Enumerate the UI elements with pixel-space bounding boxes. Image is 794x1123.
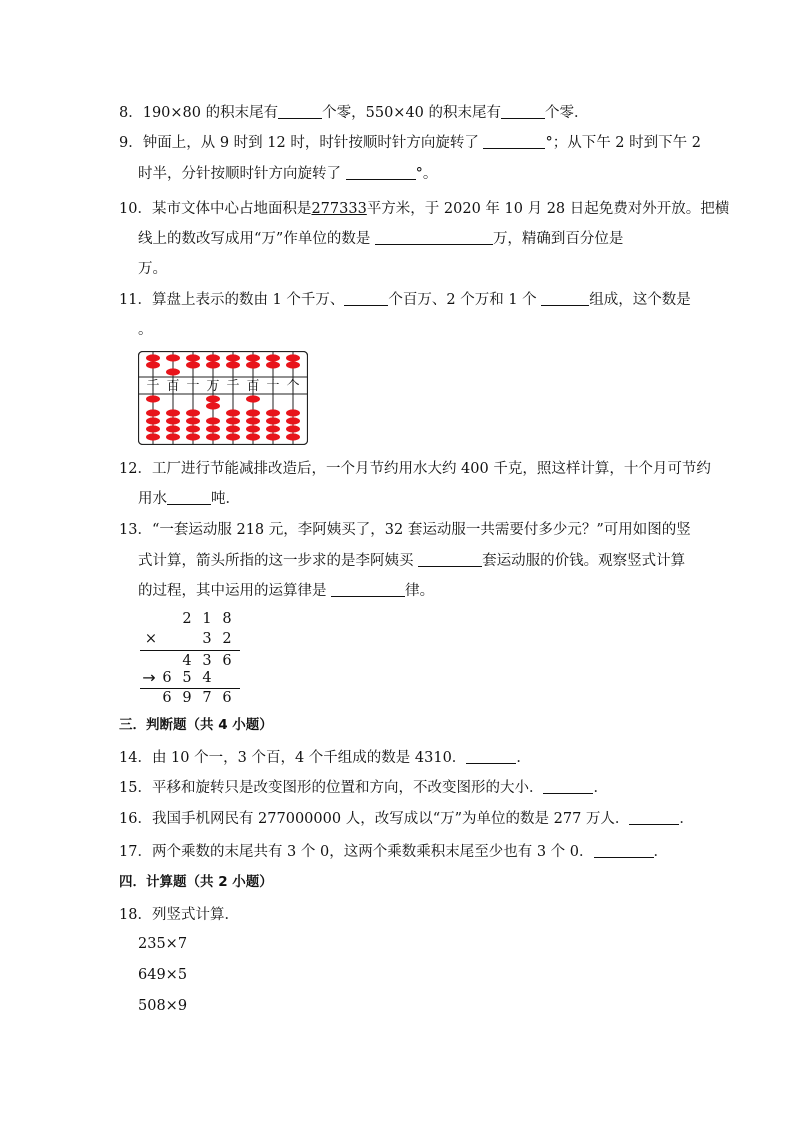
abacus-bead	[146, 409, 160, 416]
question-12-cont	[138, 489, 240, 509]
question-8	[119, 103, 589, 123]
abacus-bead	[186, 425, 200, 432]
q14-blank[interactable]	[466, 749, 516, 764]
question-10-cont	[138, 229, 623, 249]
question-13-cont-2	[138, 581, 434, 601]
vm-digit: 6	[162, 670, 172, 686]
vm-digit: 6	[222, 690, 232, 706]
question-12	[119, 459, 711, 479]
question-11	[119, 290, 691, 310]
question-13-cont	[138, 551, 685, 571]
abacus-bead	[286, 417, 300, 424]
q11-text-a: 11．算盘上表示的数由 1 个千万、	[119, 292, 345, 308]
vm-digit: 2	[182, 611, 192, 627]
question-10-cont-2	[138, 259, 167, 279]
abacus-place-label: 万	[206, 379, 220, 394]
abacus-bead	[266, 409, 280, 416]
vm-digit: 7	[202, 690, 212, 706]
abacus-place-label: 十	[266, 379, 280, 394]
q11-text-b: 个百万、2 个万和 1 个	[388, 292, 537, 308]
abacus-bead	[146, 361, 160, 368]
abacus-bead	[166, 425, 180, 432]
abacus-bead	[166, 409, 180, 416]
abacus-bead	[246, 433, 260, 440]
q14-text-b: ．	[516, 750, 531, 766]
q13-text-c: 套运动服的价钱。观察竖式计算	[482, 553, 686, 569]
multiply-sign: ×	[144, 631, 158, 647]
vm-digit: 8	[222, 611, 232, 627]
question-16	[119, 809, 694, 829]
vm-digit: 3	[202, 631, 212, 647]
abacus-bead	[286, 433, 300, 440]
abacus-place-label: 个	[286, 379, 300, 394]
section-3-heading: 三．判断题（共 4 小题）	[119, 717, 273, 733]
abacus-bead	[166, 433, 180, 440]
q10-text-d: 万，精确到百分位是	[492, 231, 624, 247]
abacus-bead	[206, 417, 220, 424]
abacus-bead	[166, 368, 180, 375]
abacus-bead	[206, 402, 220, 409]
abacus-bead	[246, 395, 260, 402]
abacus-bead	[206, 425, 220, 432]
q8-text-b: 个零，550×40 的积末尾有	[322, 105, 502, 121]
vm-digit: 5	[182, 670, 192, 686]
q9-text-b: °；从下午 2 时到下午 2	[545, 135, 701, 151]
abacus-bead	[226, 433, 240, 440]
abacus-bead	[286, 425, 300, 432]
abacus-bead	[246, 361, 260, 368]
abacus-bead	[146, 354, 160, 361]
q8-text-a: 8．190×80 的积末尾有	[119, 105, 279, 121]
abacus-bead	[286, 409, 300, 416]
q13-blank-2[interactable]	[331, 582, 405, 597]
abacus-bead	[286, 361, 300, 368]
question-11-cont	[138, 320, 153, 340]
abacus-bead	[266, 425, 280, 432]
abacus-bead	[226, 417, 240, 424]
q14-text-a: 14．由 10 个一，3 个百，4 个千组成的数是 4310．	[119, 750, 467, 766]
abacus-bead	[206, 395, 220, 402]
abacus-bead	[146, 425, 160, 432]
q11-text-c: 组成，这个数是	[589, 292, 691, 308]
abacus-bead	[146, 417, 160, 424]
q13-text-b: 式计算，箭头所指的这一步求的是李阿姨买	[138, 553, 414, 569]
q18-item-3: 508×9	[138, 998, 188, 1014]
q15-blank[interactable]	[543, 779, 593, 794]
question-15	[119, 778, 608, 798]
q12-text-c: 吨．	[211, 491, 240, 507]
q9-blank-1[interactable]	[483, 134, 545, 149]
q11-blank-2[interactable]	[541, 291, 589, 306]
abacus-bead	[226, 361, 240, 368]
question-18	[119, 905, 239, 925]
vm-digit: 3	[202, 653, 212, 669]
q9-text-a: 9．钟面上，从 9 时到 12 时，时针按顺时针方向旋转了	[119, 135, 479, 151]
abacus-bead	[206, 361, 220, 368]
q8-blank-1[interactable]	[278, 104, 322, 119]
abacus-place-label: 千	[226, 379, 240, 394]
vertical-multiplication	[136, 609, 246, 709]
q17-blank[interactable]	[594, 843, 654, 858]
abacus-bead	[266, 433, 280, 440]
q10-blank-1[interactable]	[375, 230, 493, 245]
abacus-bead	[266, 361, 280, 368]
q13-text-a: 13．“一套运动服 218 元，李阿姨买了，32 套运动服一共需要付多少元？”可用如图的竖	[119, 522, 691, 538]
abacus-bead	[226, 409, 240, 416]
abacus-bead	[246, 425, 260, 432]
abacus-bead	[246, 354, 260, 361]
abacus-figure	[138, 351, 308, 445]
q15-text-a: 15．平移和旋转只是改变图形的位置和方向，不改变图形的大小．	[119, 780, 544, 796]
q9-text-d: °。	[415, 166, 438, 182]
vm-digit: 4	[202, 670, 212, 686]
q12-blank-1[interactable]	[167, 490, 211, 505]
abacus-bead	[246, 409, 260, 416]
abacus-bead	[146, 433, 160, 440]
q17-text-a: 17．两个乘数的末尾共有 3 个 0，这两个乘数乘积末尾至少也有 3 个 0．	[119, 844, 594, 860]
abacus-bead	[186, 417, 200, 424]
q16-text-a: 16．我国手机网民有 277000000 人，改写成以“万”为单位的数是 277 万人．	[119, 811, 630, 827]
question-10	[119, 199, 729, 219]
question-13	[119, 520, 691, 540]
arrow-right-icon: →	[142, 668, 156, 687]
q13-text-e: 律。	[405, 583, 435, 599]
abacus-place-label: 百	[166, 379, 180, 394]
section-4-heading: 四．计算题（共 2 小题）	[119, 874, 273, 890]
q15-text-b: ．	[593, 780, 608, 796]
question-9	[119, 133, 701, 153]
vm-digit: 2	[222, 631, 232, 647]
q16-text-b: ．	[679, 811, 694, 827]
q13-blank-1[interactable]	[418, 552, 482, 567]
q10-text-b: 平方米，于 2020 年 10 月 28 日起免费对外开放。把横	[366, 201, 730, 217]
q18-item-1: 235×7	[138, 936, 188, 952]
abacus-bead	[186, 409, 200, 416]
abacus-bead	[186, 354, 200, 361]
vm-digit: 1	[202, 611, 212, 627]
q8-blank-2[interactable]	[501, 104, 545, 119]
abacus-place-label: 十	[186, 379, 200, 394]
abacus-bead	[246, 417, 260, 424]
q8-text-c: 个零．	[545, 105, 589, 121]
abacus-bead	[206, 433, 220, 440]
q11-blank-1[interactable]	[344, 291, 388, 306]
q17-text-b: ．	[653, 844, 669, 860]
q9-blank-2[interactable]	[346, 165, 416, 180]
q10-text-c: 线上的数改写成用“万”作单位的数是	[138, 231, 371, 247]
abacus-bead	[226, 425, 240, 432]
abacus-bead	[186, 433, 200, 440]
question-14	[119, 748, 531, 768]
q10-underlined-number: 277333	[311, 201, 367, 217]
abacus-bead	[286, 354, 300, 361]
q16-blank[interactable]	[629, 810, 679, 825]
vm-digit: 4	[182, 653, 192, 669]
q18-item-2: 649×5	[138, 967, 188, 983]
q12-text-a: 12．工厂进行节能减排改造后，一个月节约用水大约 400 千克，照这样计算，十个月可节约	[119, 461, 711, 477]
vm-digit: 9	[182, 690, 192, 706]
q18-text-a: 18．列竖式计算．	[119, 907, 239, 923]
q10-text-e: 万。	[138, 261, 167, 277]
abacus-bead	[166, 417, 180, 424]
vm-digit: 6	[162, 690, 172, 706]
abacus-bead	[266, 354, 280, 361]
abacus-bead	[186, 361, 200, 368]
abacus-bead	[266, 417, 280, 424]
question-17	[119, 842, 668, 862]
abacus-bead	[206, 354, 220, 361]
question-9-cont	[138, 164, 437, 184]
abacus-place-label: 百	[246, 379, 260, 394]
abacus-place-label: 千	[146, 379, 160, 394]
q12-text-b: 用水	[138, 491, 167, 507]
vm-digit: 6	[222, 653, 232, 669]
abacus-bead	[166, 354, 180, 361]
abacus-frame	[139, 352, 308, 445]
abacus-bead	[226, 354, 240, 361]
q9-text-c: 时半，分针按顺时针方向旋转了	[138, 166, 341, 182]
abacus-bead	[146, 395, 160, 402]
q10-text-a: 10．某市文体中心占地面积是	[119, 201, 312, 217]
q13-text-d: 的过程，其中运用的运算律是	[138, 583, 327, 599]
q11-text-d: 。	[138, 322, 153, 338]
